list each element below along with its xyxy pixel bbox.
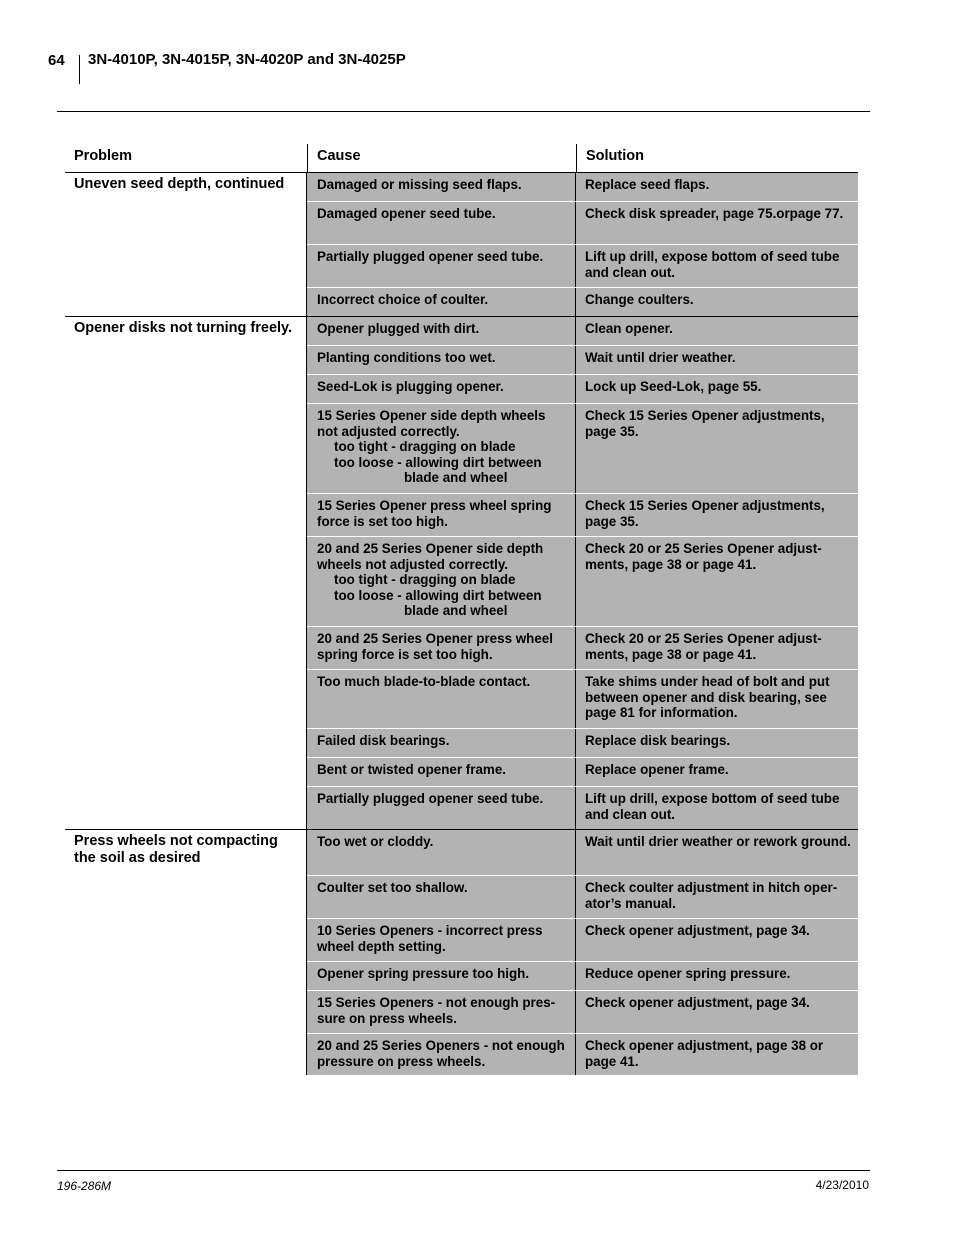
table-row	[307, 201, 858, 244]
table-row	[307, 345, 858, 374]
cause-text: Seed-Lok is plugging opener.	[317, 379, 504, 394]
table-row	[307, 626, 858, 669]
table-row	[307, 493, 858, 536]
cause-cell	[307, 1034, 575, 1075]
table-row	[307, 536, 858, 626]
cause-cell	[307, 962, 575, 990]
solution-cell: Check 20 or 25 Series Opener adjust- ments, page 38 or page 41.	[575, 627, 858, 669]
cause-text: Bent or twisted opener frame.	[317, 762, 506, 777]
table-row	[307, 1033, 858, 1075]
solution-cell: Wait until drier weather or rework ground.	[575, 830, 858, 875]
cause-cell	[307, 758, 575, 786]
cause-text: 15 Series Opener press wheel spring force is set too high.	[317, 498, 552, 529]
cause-text: 20 and 25 Series Opener press wheel spring force is set too high.	[317, 631, 553, 662]
cause-cell	[307, 537, 575, 626]
cause-cell	[307, 288, 575, 316]
cause-text: Planting conditions too wet.	[317, 350, 496, 365]
cause-text: Opener plugged with dirt.	[317, 321, 480, 336]
table-row	[307, 403, 858, 493]
table-row	[307, 830, 858, 875]
cause-cell	[307, 245, 575, 287]
solution-cell: Change coulters.	[575, 288, 858, 316]
solution-cell: Check 15 Series Opener adjustments, page 35.	[575, 494, 858, 536]
solution-cell: Check opener adjustment, page 34.	[575, 919, 858, 961]
cause-text: 15 Series Opener side depth wheels not adjusted correctly.	[317, 408, 546, 439]
cause-text: 15 Series Openers - not enough pres- sure on press wheels.	[317, 995, 556, 1026]
top-rule	[57, 111, 870, 112]
solution-cell: Take shims under head of bolt and put between opener and disk bearing, see page 81 for information.	[575, 670, 858, 728]
table-row	[307, 757, 858, 786]
solution-cell: Lift up drill, expose bottom of seed tube and clean out.	[575, 787, 858, 829]
cause-subline: too tight - dragging on blade	[334, 572, 516, 587]
solution-cell: Check 20 or 25 Series Opener adjust- ments, page 38 or page 41.	[575, 537, 858, 626]
cause-text: Damaged opener seed tube.	[317, 206, 496, 221]
cause-cell	[307, 346, 575, 374]
solution-cell: Replace disk bearings.	[575, 729, 858, 757]
cause-solution-rows	[306, 830, 858, 1075]
troubleshooting-table	[65, 144, 858, 1075]
bottom-rule	[57, 1170, 870, 1171]
cause-cell	[307, 173, 575, 201]
table-row	[307, 173, 858, 201]
cause-subline: blade and wheel	[404, 470, 508, 485]
column-header-cause: Cause	[307, 144, 576, 172]
solution-cell: Check 15 Series Opener adjustments, page 35.	[575, 404, 858, 493]
cause-cell	[307, 670, 575, 728]
cause-cell	[307, 787, 575, 829]
table-header-row	[65, 144, 858, 172]
table-row	[307, 374, 858, 403]
cause-text: Partially plugged opener seed tube.	[317, 791, 544, 806]
solution-cell: Check opener adjustment, page 38 or page 41.	[575, 1034, 858, 1075]
table-row	[307, 918, 858, 961]
cause-cell	[307, 876, 575, 918]
cause-subline: too loose - allowing dirt between	[334, 454, 542, 470]
header-divider	[79, 55, 80, 84]
table-row	[307, 244, 858, 287]
table-row	[307, 728, 858, 757]
table-row	[307, 317, 858, 345]
cause-text: Partially plugged opener seed tube.	[317, 249, 544, 264]
solution-cell: Check opener adjustment, page 34.	[575, 991, 858, 1033]
page-number: 64	[48, 52, 65, 69]
cause-cell	[307, 830, 575, 875]
column-header-solution: Solution	[576, 144, 858, 172]
column-header-problem: Problem	[74, 148, 133, 164]
cause-subline: too tight - dragging on blade	[334, 439, 516, 454]
cause-text: Too wet or cloddy.	[317, 834, 434, 849]
solution-cell: Lock up Seed-Lok, page 55.	[575, 375, 858, 403]
solution-cell: Check disk spreader, page 75.orpage 77.	[575, 202, 858, 244]
cause-text: Opener spring pressure too high.	[317, 966, 530, 981]
problem-group	[65, 829, 858, 1075]
cause-cell	[307, 404, 575, 493]
cause-text: 20 and 25 Series Openers - not enough pressure on press wheels.	[317, 1038, 565, 1069]
cause-cell	[307, 202, 575, 244]
cause-text: Coulter set too shallow.	[317, 880, 468, 895]
solution-cell: Lift up drill, expose bottom of seed tube and clean out.	[575, 245, 858, 287]
table-row	[307, 990, 858, 1033]
cause-text: 20 and 25 Series Opener side depth wheels not adjusted correctly.	[317, 541, 544, 572]
cause-cell	[307, 627, 575, 669]
cause-cell	[307, 919, 575, 961]
cause-cell	[307, 317, 575, 345]
problem-cell: Uneven seed depth, continued	[74, 176, 285, 192]
cause-cell	[307, 729, 575, 757]
cause-cell	[307, 494, 575, 536]
problem-cell: Opener disks not turning freely.	[74, 320, 293, 336]
document-title: 3N-4010P, 3N-4015P, 3N-4020P and 3N-4025P	[88, 51, 406, 68]
table-row	[307, 669, 858, 728]
cause-cell	[307, 991, 575, 1033]
cause-cell	[307, 375, 575, 403]
table-row	[307, 786, 858, 829]
cause-solution-rows	[306, 317, 858, 829]
cause-solution-rows	[306, 173, 858, 316]
document-date: 4/23/2010	[815, 1178, 869, 1192]
cause-text: 10 Series Openers - incorrect press wheel depth setting.	[317, 923, 543, 954]
problem-group	[65, 316, 858, 829]
cause-text: Damaged or missing seed flaps.	[317, 177, 522, 192]
solution-cell: Wait until drier weather.	[575, 346, 858, 374]
solution-cell: Replace seed flaps.	[575, 173, 858, 201]
solution-cell: Replace opener frame.	[575, 758, 858, 786]
table-row	[307, 875, 858, 918]
cause-text: Too much blade-to-blade contact.	[317, 674, 531, 689]
cause-text: Failed disk bearings.	[317, 733, 450, 748]
table-body	[65, 172, 858, 1075]
problem-group	[65, 172, 858, 316]
cause-subline: blade and wheel	[404, 603, 508, 618]
table-row	[307, 287, 858, 316]
solution-cell: Clean opener.	[575, 317, 858, 345]
problem-cell: Press wheels not compacting the soil as desired	[74, 833, 278, 866]
cause-subline: too loose - allowing dirt between	[334, 587, 542, 603]
solution-cell: Reduce opener spring pressure.	[575, 962, 858, 990]
solution-cell: Check coulter adjustment in hitch oper- ator’s manual.	[575, 876, 858, 918]
cause-text: Incorrect choice of coulter.	[317, 292, 489, 307]
table-row	[307, 961, 858, 990]
document-number: 196-286M	[57, 1179, 112, 1193]
